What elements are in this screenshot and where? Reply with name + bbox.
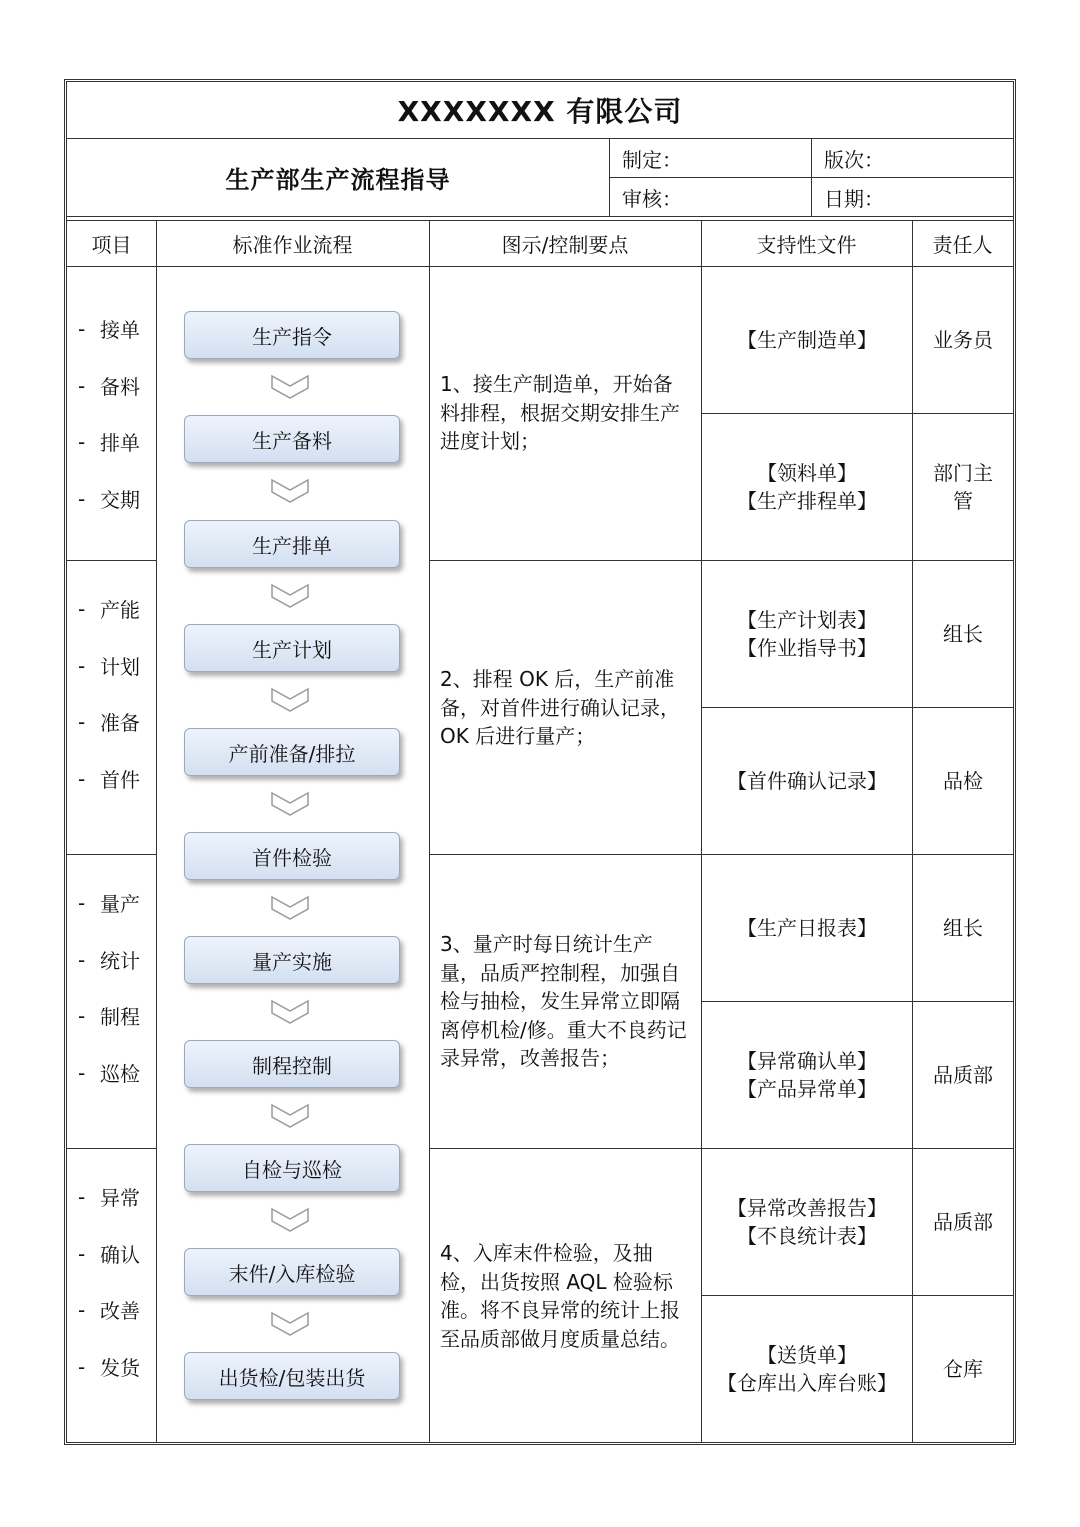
chevron-down-icon [270,476,310,506]
document-name: 【作业指导书】 [737,636,877,660]
flow-step: 生产计划 [184,624,400,672]
owner-cell: 品质部 [933,1209,993,1234]
made-by-label: 制定： [622,147,682,172]
chevron-down-icon [270,581,310,611]
list-item: - 排单 [78,429,140,455]
flow-step: 产前准备/排拉 [184,728,400,776]
review-label: 审核： [622,186,682,211]
owner-cell: 品质部 [933,1062,993,1087]
flow-step: 末件/入库检验 [184,1248,400,1296]
owner-cell: 品检 [943,768,983,793]
list-item: - 计划 [78,653,140,679]
chevron-down-icon [270,997,310,1027]
chevron-down-icon [270,1309,310,1339]
chevron-down-icon [270,789,310,819]
flow-step: 量产实施 [184,936,400,984]
owner-cell: 业务员 [933,327,993,352]
flow-step: 制程控制 [184,1040,400,1088]
version-label: 版次： [824,147,884,172]
owner-cell: 组长 [943,915,983,940]
list-item: - 准备 [78,709,140,735]
owner-cell: 部门主管 [933,460,993,513]
owner-cell: 仓库 [943,1356,983,1381]
flow-step: 首件检验 [184,832,400,880]
list-item: - 异常 [78,1184,140,1210]
flow-step: 自检与巡检 [184,1144,400,1192]
supporting-documents [702,1149,912,1295]
supporting-documents [702,414,912,560]
document-name: 【生产制造单】 [737,327,877,352]
divider [67,854,156,855]
column-header-item: 项目 [91,233,132,257]
date-label: 日期： [824,186,884,211]
divider [67,560,156,561]
divider [67,216,1013,217]
list-item: - 改善 [78,1297,140,1323]
column-header-documents: 支持性文件 [756,233,857,257]
document-title: 生产部生产流程指导 [225,166,451,194]
control-point-text: 3、量产时每日统计生产量，品质严控制程，加强自检与抽检，发生异常立即隔离停机检/修。重大不良药记录异常，改善报告； [440,932,687,1070]
document-name: 【生产计划表】 [737,607,877,632]
list-item: - 制程 [78,1003,140,1029]
supporting-documents [702,1002,912,1148]
column-header-process: 标准作业流程 [232,233,353,257]
document-name: 【领料单】 [757,460,857,485]
chevron-down-icon [270,1205,310,1235]
list-item: - 接单 [78,316,140,342]
list-item: - 巡检 [78,1060,140,1086]
list-item: - 统计 [78,947,140,973]
supporting-documents [702,1296,912,1442]
document-name: 【生产排程单】 [737,489,877,513]
list-item: - 首件 [78,766,140,792]
flow-step: 出货检/包装出货 [184,1352,400,1400]
chevron-down-icon [270,685,310,715]
divider [67,1148,156,1149]
document-name: 【产品异常单】 [737,1077,877,1101]
document-name: 【不良统计表】 [737,1224,877,1248]
supporting-documents [702,708,912,854]
owner-cell: 组长 [943,621,983,646]
chevron-down-icon [270,372,310,402]
list-item: - 备料 [78,373,140,399]
document-name: 【仓库出入库台账】 [717,1371,897,1395]
control-point-text: 2、排程 OK 后，生产前准备，对首件进行确认记录，OK 后进行量产； [440,667,680,748]
supporting-documents [702,267,912,413]
company-title: XXXXXXX 有限公司 [397,95,683,128]
list-item: - 交期 [78,486,140,512]
flow-step: 生产备料 [184,415,400,463]
chevron-down-icon [270,893,310,923]
control-point-text: 4、入库末件检验，及抽检，出货按照 AQL 检验标准。将不良异常的统计上报至品质部做月度质量总结。 [440,1241,680,1351]
list-item: - 发货 [78,1354,140,1380]
document-name: 【送货单】 [757,1342,857,1367]
column-header-owner: 责任人 [932,233,993,257]
list-item: - 产能 [78,596,140,622]
divider [156,220,157,1442]
chevron-down-icon [270,1101,310,1131]
document-name: 【首件确认记录】 [727,768,887,793]
document-name: 【生产日报表】 [737,915,877,940]
document-name: 【异常确认单】 [737,1048,877,1073]
document-name: 【异常改善报告】 [727,1195,887,1220]
control-point-text: 1、接生产制造单，开始备料排程，根据交期安排生产进度计划； [440,372,680,453]
flow-step: 生产指令 [184,311,400,359]
flow-step: 生产排单 [184,520,400,568]
list-item: - 确认 [78,1241,140,1267]
supporting-documents [702,855,912,1001]
list-item: - 量产 [78,890,140,916]
supporting-documents [702,561,912,707]
column-header-control-points: 图示/控制要点 [501,233,629,257]
